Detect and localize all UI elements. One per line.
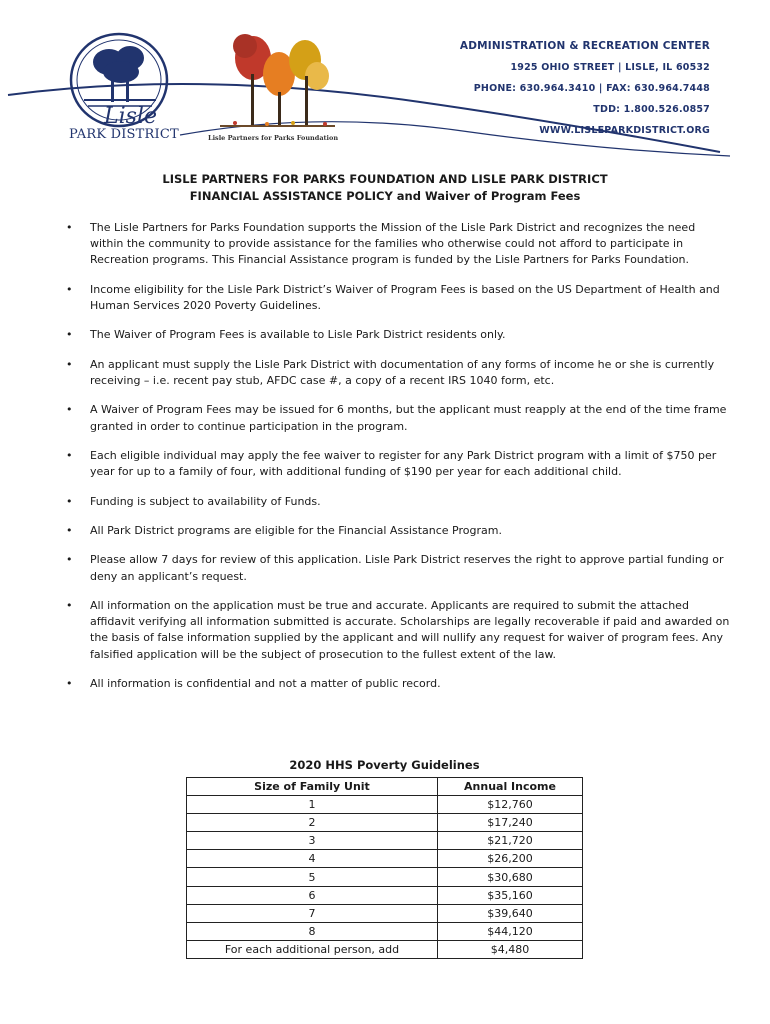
bullet-icon: • xyxy=(66,357,73,371)
table-row xyxy=(187,796,583,814)
table-row xyxy=(187,922,583,940)
policy-item xyxy=(66,327,730,343)
contact-phone-fax: PHONE: 630.964.3410 | FAX: 630.964.7448 xyxy=(473,83,710,94)
tree-emblem-icon xyxy=(64,28,174,128)
document-title xyxy=(0,171,770,205)
policy-item xyxy=(66,494,730,510)
table-row xyxy=(187,940,583,958)
family-size-cell: 6 xyxy=(187,886,438,904)
poverty-guidelines-table xyxy=(186,777,583,959)
income-cell: $44,120 xyxy=(438,922,583,940)
income-cell: $21,720 xyxy=(438,832,583,850)
policy-item xyxy=(66,357,730,389)
policy-text: A Waiver of Program Fees may be issued for 6 months, but the applicant must reapply at the end of the time frame granted in order to continue participation in the program. xyxy=(90,403,727,433)
bullet-icon: • xyxy=(66,282,73,296)
income-cell: $39,640 xyxy=(438,904,583,922)
table-row xyxy=(187,850,583,868)
policy-item xyxy=(66,523,730,539)
income-cell: $4,480 xyxy=(438,940,583,958)
column-header-family-size: Size of Family Unit xyxy=(187,778,438,796)
policy-item xyxy=(66,282,730,314)
table-row xyxy=(187,886,583,904)
family-size-cell: 8 xyxy=(187,922,438,940)
autumn-trees-icon xyxy=(205,30,355,134)
lisle-script-text: Lisle xyxy=(104,104,157,128)
income-cell: $30,680 xyxy=(438,868,583,886)
foundation-logo xyxy=(205,30,355,146)
table-row xyxy=(187,904,583,922)
family-size-cell: 1 xyxy=(187,796,438,814)
lisle-park-district-logo xyxy=(64,28,179,146)
family-size-cell: 2 xyxy=(187,814,438,832)
foundation-wordmark: Lisle Partners for Parks Foundation xyxy=(208,134,339,142)
income-cell: $26,200 xyxy=(438,850,583,868)
contact-address: 1925 OHIO STREET | LISLE, IL 60532 xyxy=(510,62,710,73)
table-row xyxy=(187,868,583,886)
bullet-icon: • xyxy=(66,494,73,508)
bullet-icon: • xyxy=(66,221,73,234)
bullet-icon: • xyxy=(66,553,73,567)
policy-text: Funding is subject to availability of Funds. xyxy=(90,494,321,508)
bullet-icon: • xyxy=(66,676,73,690)
income-cell: $35,160 xyxy=(438,886,583,904)
policy-text: An applicant must supply the Lisle Park District with documentation of any forms of income he or she is currently receiving – i.e. recent pay stub, AFDC case #, a copy of a recent IRS 1040 form, etc. xyxy=(90,357,715,387)
policy-text: The Waiver of Program Fees is available to Lisle Park District residents only. xyxy=(90,328,506,342)
family-size-cell: 4 xyxy=(187,850,438,868)
bullet-icon: • xyxy=(66,448,73,462)
title-line-2: FINANCIAL ASSISTANCE POLICY and Waiver of Program Fees xyxy=(189,189,581,203)
policy-list xyxy=(66,220,730,705)
policy-item xyxy=(66,402,730,434)
policy-text: All information is confidential and not a matter of public record. xyxy=(90,676,441,690)
policy-item xyxy=(66,676,730,692)
policy-item xyxy=(66,598,730,663)
bullet-icon: • xyxy=(66,523,73,537)
policy-text: The Lisle Partners for Parks Foundation supports the Mission of the Lisle Park District and recognizes the need within the community to provide assistance for the families who otherwise could not afford to participate in Recreation programs. This Financial Assistance program is funded by the Lisle Partners for Parks Foundation. xyxy=(90,221,696,267)
letterhead xyxy=(0,0,770,160)
family-size-cell: For each additional person, add xyxy=(187,940,438,958)
table-row xyxy=(187,832,583,850)
policy-text: Each eligible individual may apply the fee waiver to register for any Park District program with a limit of $750 per year for up to a family of four, with additional funding of $190 per year for each additional child. xyxy=(90,448,717,479)
family-size-cell: 7 xyxy=(187,904,438,922)
contact-heading: ADMINISTRATION & RECREATION CENTER xyxy=(459,40,710,52)
bullet-icon: • xyxy=(66,598,73,612)
table-row xyxy=(187,814,583,832)
title-line-1: LISLE PARTNERS FOR PARKS FOUNDATION AND LISLE PARK DISTRICT xyxy=(162,172,608,186)
policy-text: All information on the application must be true and accurate. Applicants are required to submit the attached affidavit verifying all information submitted is accurate. Scholarships are legally recoverable if paid and awarded on the basis of false information supplied by the applicant and will nullify any request for waiver of program fees. Any falsified application will be the subject of prosecution to the fullest extent of the law. xyxy=(90,598,730,661)
contact-website: WWW.LISLEPARKDISTRICT.ORG xyxy=(539,125,710,136)
park-district-wordmark: PARK DISTRICT xyxy=(69,127,179,142)
policy-item xyxy=(66,220,730,269)
family-size-cell: 5 xyxy=(187,868,438,886)
contact-tdd: TDD: 1.800.526.0857 xyxy=(593,104,710,115)
income-cell: $17,240 xyxy=(438,814,583,832)
bullet-icon: • xyxy=(66,403,73,417)
policy-item xyxy=(66,552,730,584)
table-header-row xyxy=(187,778,583,796)
policy-text: Please allow 7 days for review of this application. Lisle Park District reserves the right to approve partial funding or deny an applicant’s request. xyxy=(90,553,724,583)
column-header-annual-income: Annual Income xyxy=(438,778,583,796)
policy-item xyxy=(66,448,730,480)
bullet-icon: • xyxy=(66,328,73,342)
policy-text: All Park District programs are eligible for the Financial Assistance Program. xyxy=(90,523,502,537)
family-size-cell: 3 xyxy=(187,832,438,850)
income-cell: $12,760 xyxy=(438,796,583,814)
contact-block xyxy=(460,36,710,141)
policy-text: Income eligibility for the Lisle Park District’s Waiver of Program Fees is based on the US Department of Health and Human Services 2020 Poverty Guidelines. xyxy=(90,282,720,312)
poverty-table-title: 2020 HHS Poverty Guidelines xyxy=(289,758,480,772)
